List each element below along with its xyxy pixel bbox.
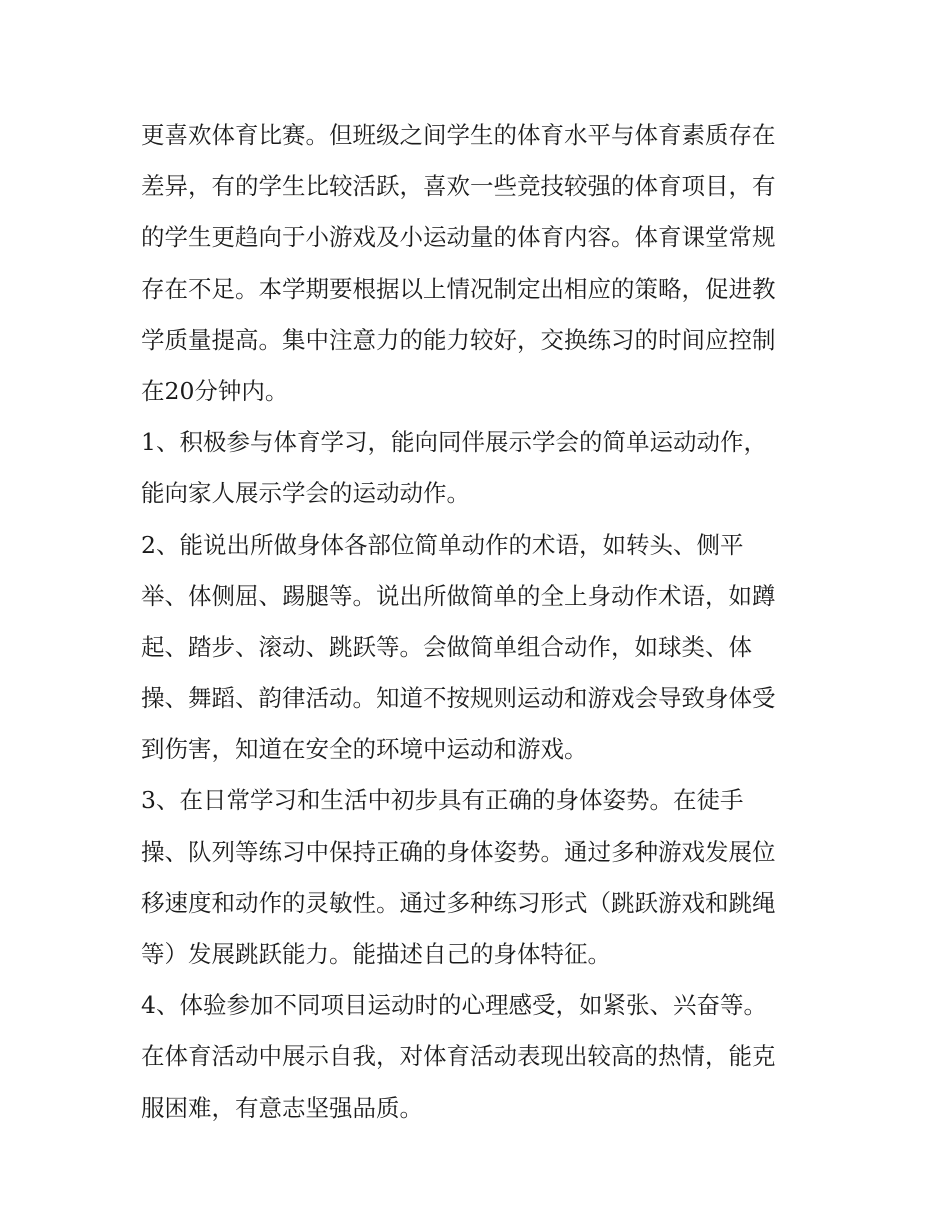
text-line: 服困难，有意志坚强品质。 [141, 1093, 423, 1122]
text-line: 在体育活动中展示自我，对体育活动表现出较高的热情，能克 [141, 1042, 776, 1071]
text-line: 能向家人展示学会的运动动作。 [141, 479, 470, 508]
text-line: 举、体侧屈、踢腿等。说出所做简单的全上身动作术语，如蹲 [141, 581, 776, 610]
text-line: 的学生更趋向于小游戏及小运动量的体育内容。体育课堂常规 [141, 223, 776, 252]
text-line: 移速度和动作的灵敏性。通过多种练习形式（跳跃游戏和跳绳 [141, 888, 776, 917]
text-line: 存在不足。本学期要根据以上情况制定出相应的策略，促进教 [141, 274, 776, 303]
text-line: 等）发展跳跃能力。能描述自己的身体特征。 [141, 940, 611, 968]
text-line: 到伤害，知道在安全的环境中运动和游戏。 [141, 735, 588, 764]
text-line: 操、舞蹈、韵律活动。知道不按规则运动和游戏会导致身体受 [141, 684, 776, 713]
text-line: 1、积极参与体育学习，能向同伴展示学会的简单运动动作， [141, 428, 767, 457]
text-line: 3、在日常学习和生活中初步具有正确的身体姿势。在徒手 [141, 786, 744, 815]
text-line: 学质量提高。集中注意力的能力较好，交换练习的时间应控制 [141, 325, 776, 354]
text-line: 更喜欢体育比赛。但班级之间学生的体育水平与体育素质存在 [141, 121, 776, 149]
text-line: 4、体验参加不同项目运动时的心理感受，如紧张、兴奋等。 [141, 991, 767, 1020]
text-line: 操、队列等练习中保持正确的身体姿势。通过多种游戏发展位 [141, 837, 776, 866]
text-line: 差异，有的学生比较活跃，喜欢一些竞技较强的体育项目，有 [141, 172, 776, 201]
text-line: 2、能说出所做身体各部位简单动作的术语，如转头、侧平 [141, 530, 744, 559]
text-line: 在20分钟内。 [141, 376, 289, 405]
text-line: 起、踏步、滚动、跳跃等。会做简单组合动作，如球类、体 [141, 632, 752, 661]
document-body [141, 110, 821, 1134]
